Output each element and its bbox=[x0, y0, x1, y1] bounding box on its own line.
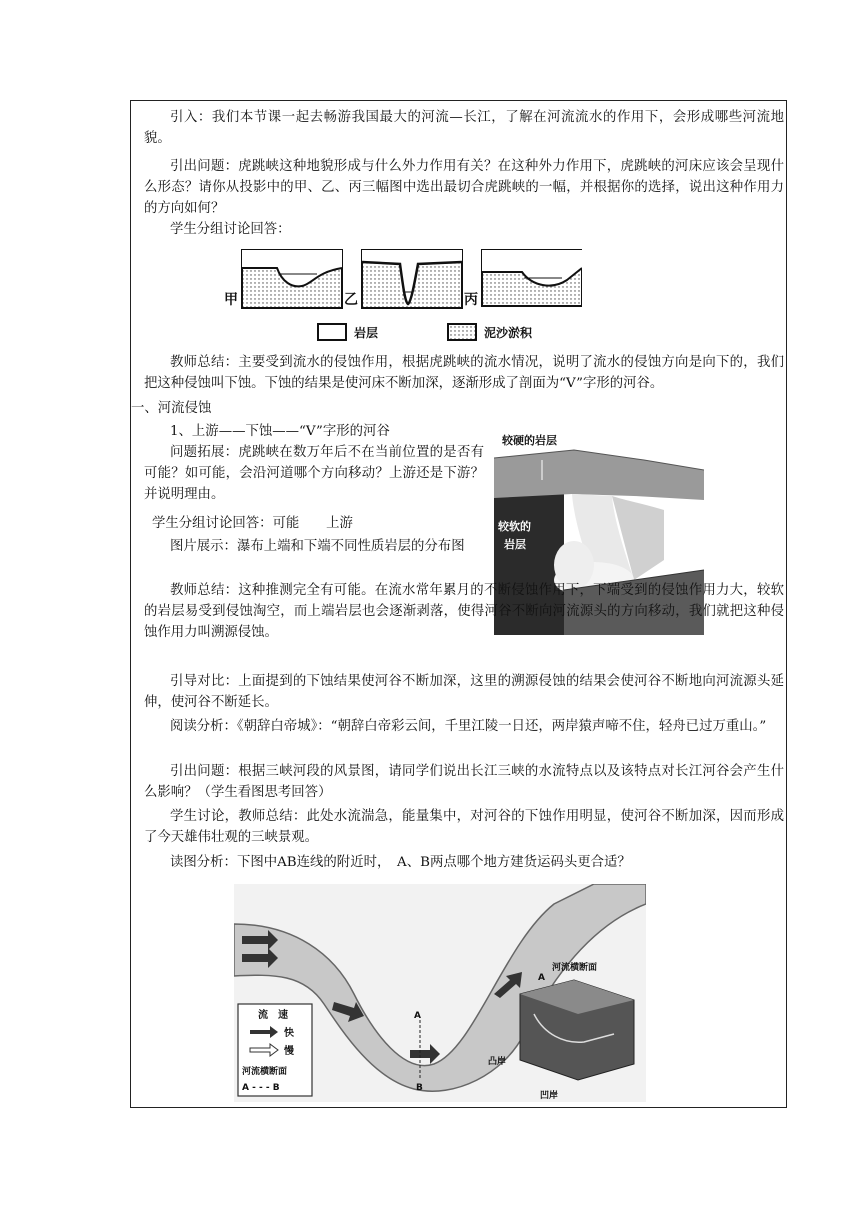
legend-rock-swatch bbox=[318, 324, 346, 340]
legend-fast: 快 bbox=[284, 1028, 294, 1039]
reading-paragraph: 阅读分析：《朝辞白帝城》：“朝辞白帝彩云间，千里江陵一日还，两岸猿声啼不住，轻舟已过万重山。” bbox=[170, 719, 767, 734]
legend-ab-line: A - - - B bbox=[242, 1083, 280, 1093]
channel-cross-section-figure bbox=[222, 246, 582, 346]
legend-cross-section: 河流横断面 bbox=[242, 1067, 288, 1077]
cross-section-point-a: A bbox=[538, 973, 545, 983]
guide-compare-paragraph: 引导对比：上面提到的下蚀结果使河谷不断加深，这里的溯源侵蚀的结果会使河谷不断地向河流源头延伸，使河谷不断延长。 bbox=[144, 674, 784, 710]
label-soft-rock-2: 岩层 bbox=[504, 538, 526, 551]
question-2-paragraph: 引出问题：根据三峡河段的风景图，请同学们说出长江三峡的水流特点以及该特点对长江河谷会产生什么影响？（学生看图思考回答） bbox=[144, 764, 784, 800]
section-heading: 一、河流侵蚀 bbox=[131, 401, 212, 416]
legend-title: 流 速 bbox=[258, 1010, 288, 1021]
panel-yi bbox=[362, 250, 462, 308]
cross-section-title: 河流横断面 bbox=[552, 963, 598, 973]
intro-paragraph: 引入：我们本节课一起去畅游我国最大的河流—长江，了解在河流流水的作用下，会形成哪些河流地貌。 bbox=[144, 110, 784, 146]
meander-river-figure bbox=[234, 884, 646, 1102]
discussion-paragraph: 学生讨论，教师总结：此处水流湍急，能量集中，对河谷的下蚀作用明显，使河谷不断加深，因而形成了今天雄伟壮观的三峡景观。 bbox=[144, 809, 784, 845]
cross-section-block bbox=[520, 980, 634, 1080]
map-analysis-question: 读图分析：下图中AB连线的附近时， A、B两点哪个地方建货运码头更合适？ bbox=[170, 855, 631, 870]
group-answer-2: 学生分组讨论回答：可能 上游 bbox=[152, 516, 353, 531]
picture-show-paragraph: 图片展示：瀑布上端和下端不同性质岩层的分布图 bbox=[170, 539, 465, 554]
group-answer-label: 学生分组讨论回答： bbox=[170, 222, 291, 237]
subheading-v-valley: 1、上游——下蚀——“V”字形的河谷 bbox=[170, 424, 390, 439]
convex-bank-label: 凸岸 bbox=[488, 1057, 507, 1067]
legend-slow: 慢 bbox=[284, 1046, 294, 1057]
map-point-a: A bbox=[414, 1011, 421, 1021]
teacher-summary-2: 教师总结：这种推测完全有可能。在流水常年累月的不断侵蚀作用下，下端受到的侵蚀作用力大，较软的岩层易受到侵蚀淘空，而上端岩层也会逐渐剥落，使得河谷不断向河流源头的方向移动，我们就把这种侵蚀作用力叫溯源侵蚀。 bbox=[144, 583, 784, 640]
label-bing: 丙 bbox=[464, 292, 478, 308]
teacher-summary-1: 教师总结：主要受到流水的侵蚀作用，根据虎跳峡的流水情况，说明了流水的侵蚀方向是向下的，我们把这种侵蚀叫下蚀。下蚀的结果是使河床不断加深，逐渐形成了剖面为“V”字形的河谷。 bbox=[144, 355, 784, 391]
legend-rock-label: 岩层 bbox=[354, 326, 379, 340]
map-point-b: B bbox=[416, 1083, 423, 1093]
question-paragraph: 引出问题：虎跳峡这种地貌形成与什么外力作用有关？在这种外力作用下，虎跳峡的河床应该会呈现什么形态？请你从投影中的甲、乙、丙三幅图中选出最切合虎跳峡的一幅，并根据你的选择，说出这种作用力的方向如何？ bbox=[144, 159, 784, 216]
label-jia: 甲 bbox=[224, 292, 238, 308]
legend-sediment-label: 泥沙淤积 bbox=[484, 326, 533, 340]
label-yi: 乙 bbox=[344, 292, 358, 308]
concave-bank-label: 凹岸 bbox=[540, 1091, 559, 1101]
legend-sediment-swatch bbox=[448, 324, 476, 340]
label-soft-rock-1: 较软的 bbox=[498, 520, 531, 533]
label-hard-rock: 较硬的岩层 bbox=[502, 434, 557, 447]
panel-bing bbox=[482, 250, 582, 306]
panel-jia bbox=[242, 250, 342, 308]
question-expand-paragraph: 问题拓展：虎跳峡在数万年后不在当前位置的是否有可能？如可能，会沿河道哪个方向移动？上游还是下游？并说明理由。 bbox=[144, 445, 484, 502]
